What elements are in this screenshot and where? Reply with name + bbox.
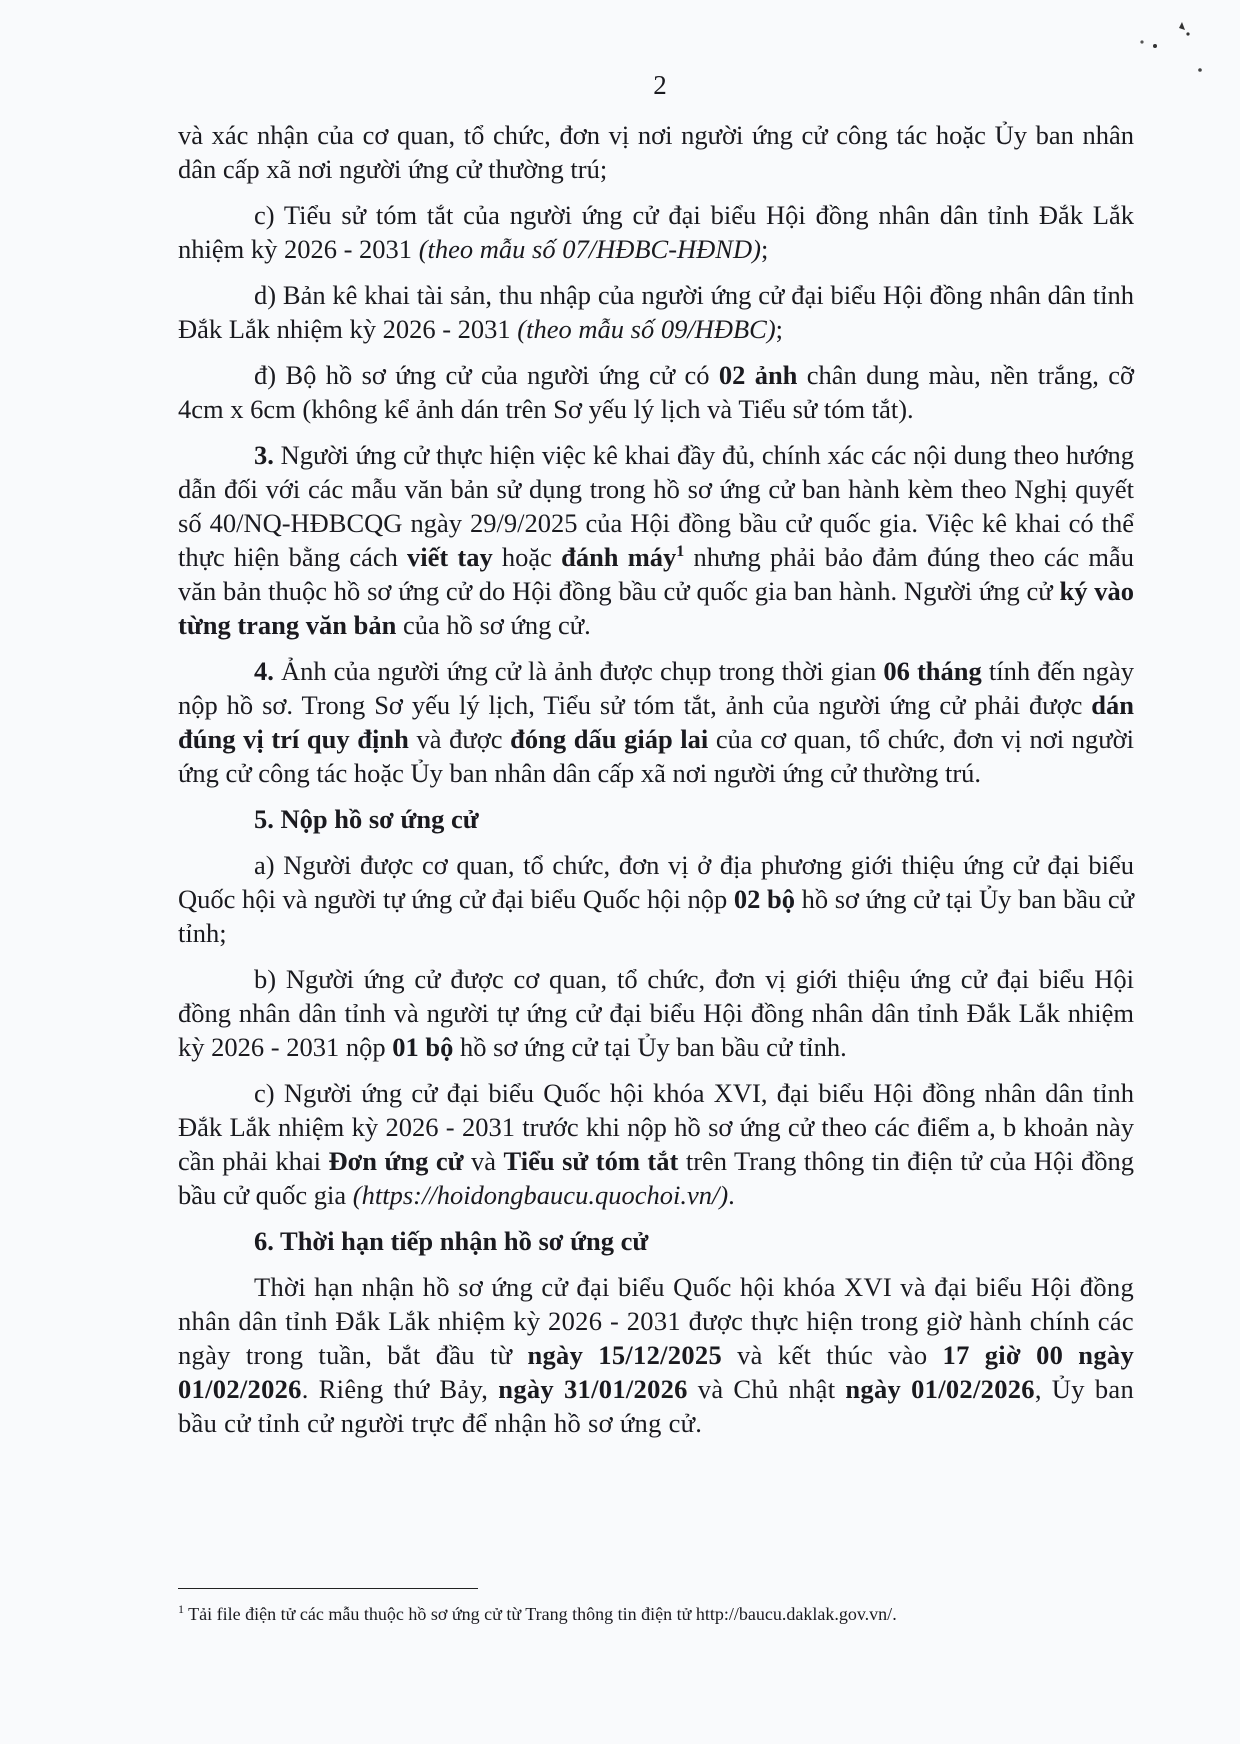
section-number: 3.: [254, 440, 274, 470]
website-link[interactable]: (https://hoidongbaucu.quochoi.vn/): [352, 1180, 729, 1210]
emphasis: 06 tháng: [883, 656, 982, 686]
paragraph-item-5b: b) Người ứng cử được cơ quan, tổ chức, đơn vị giới thiệu ứng cử đại biểu Hội đồng nhân dân tỉnh và người tự ứng cử đại biểu Hội đồng nhân dân tỉnh Đắk Lắk nhiệm kỳ 2026 - 2031 nộp 01 bộ hồ sơ ứng cử tại Ủy ban bầu cử tỉnh.: [178, 964, 1134, 1062]
form-reference: (theo mẫu số 09/HĐBC): [517, 314, 776, 344]
scan-artifact-marks: [1135, 20, 1235, 80]
paragraph-item-5a: a) Người được cơ quan, tổ chức, đơn vị ở địa phương giới thiệu ứng cử đại biểu Quốc hội và người tự ứng cử đại biểu Quốc hội nộp 02 bộ hồ sơ ứng cử tại Ủy ban bầu cử tỉnh;: [178, 850, 1134, 948]
paragraph-section-6: Thời hạn nhận hồ sơ ứng cử đại biểu Quốc hội khóa XVI và đại biểu Hội đồng nhân dân tỉnh Đắk Lắk nhiệm kỳ 2026 - 2031 được thực hiện trong giờ hành chính các ngày trong tuần, bắt đầu từ ngày 15/12/2025 và kết thúc vào 17 giờ 00 ngày 01/02/2026. Riêng thứ Bảy, ngày 31/01/2026 và Chủ nhật ngày 01/02/2026, Ủy ban bầu cử tỉnh cử người trực để nhận hồ sơ ứng cử.: [178, 1272, 1134, 1438]
emphasis: 17 giờ 00 ngày 01/02/2026: [178, 1340, 1134, 1404]
emphasis: 02 bộ: [733, 884, 795, 914]
paragraph-item-d: d) Bản kê khai tài sản, thu nhập của người ứng cử đại biểu Hội đồng nhân dân tỉnh Đắk Lắk nhiệm kỳ 2026 - 2031 (theo mẫu số 09/HĐBC);: [178, 280, 1134, 344]
form-reference: (theo mẫu số 07/HĐBC-HĐND): [418, 234, 761, 264]
emphasis: Tiểu sử tóm tắt: [503, 1146, 679, 1176]
page-number: 2: [653, 70, 667, 100]
paragraph-item-dd: đ) Bộ hồ sơ ứng cử của người ứng cử có 02 ảnh chân dung màu, nền trắng, cỡ 4cm x 6cm (không kể ảnh dán trên Sơ yếu lý lịch và Tiểu sử tóm tắt).: [178, 360, 1134, 424]
section-heading-6: 6. Thời hạn tiếp nhận hồ sơ ứng cử: [254, 1226, 649, 1256]
emphasis: đóng dấu giáp lai: [510, 724, 709, 754]
footnote-ref[interactable]: 1: [676, 543, 685, 561]
paragraph-item-c: c) Tiểu sử tóm tắt của người ứng cử đại biểu Hội đồng nhân dân tỉnh Đắk Lắk nhiệm kỳ 2026 - 2031 (theo mẫu số 07/HĐBC-HĐND);: [178, 200, 1134, 264]
document-body: [178, 118, 1134, 1452]
emphasis: 02 ảnh: [718, 360, 798, 390]
emphasis: ngày 01/02/2026: [845, 1374, 1035, 1404]
footnote-marker: 1: [178, 1602, 184, 1616]
section-heading-5: 5. Nộp hồ sơ ứng cử: [254, 804, 479, 834]
paragraph-section-3: 3. Người ứng cử thực hiện việc kê khai đầy đủ, chính xác các nội dung theo hướng dẫn đối với các mẫu văn bản sử dụng trong hồ sơ ứng cử ban hành kèm theo Nghị quyết số 40/NQ-HĐBCQG ngày 29/9/2025 của Hội đồng bầu cử quốc gia. Việc kê khai có thể thực hiện bằng cách viết tay hoặc đánh máy$^1$ nhưng phải bảo đảm đúng theo các mẫu văn bản thuộc hồ sơ ứng cử do Hội đồng bầu cử quốc gia ban hành. Người ứng cử ký vào từng trang văn bản của hồ sơ ứng cử.: [178, 440, 1134, 640]
footnote: [178, 1603, 1178, 1625]
emphasis: ngày 31/01/2026: [498, 1374, 688, 1404]
paragraph-item-5c: c) Người ứng cử đại biểu Quốc hội khóa XVI, đại biểu Hội đồng nhân dân tỉnh Đắk Lắk nhiệm kỳ 2026 - 2031 trước khi nộp hồ sơ ứng cử theo các điểm a, b khoản này cần phải khai Đơn ứng cử và Tiểu sử tóm tắt trên Trang thông tin điện tử của Hội đồng bầu cử quốc gia (https://hoidongbaucu.quochoi.vn/).: [178, 1078, 1134, 1210]
emphasis: viết tay: [407, 542, 493, 572]
emphasis: ngày 15/12/2025: [527, 1340, 722, 1370]
paragraph-section-4: 4. Ảnh của người ứng cử là ảnh được chụp trong thời gian 06 tháng tính đến ngày nộp hồ sơ. Trong Sơ yếu lý lịch, Tiểu sử tóm tắt, ảnh của người ứng cử phải được dán đúng vị trí quy định và được đóng dấu giáp lai của cơ quan, tổ chức, đơn vị nơi người ứng cử công tác hoặc Ủy ban nhân dân cấp xã nơi người ứng cử thường trú.: [178, 656, 1134, 788]
section-number: 4.: [254, 656, 274, 686]
emphasis: Đơn ứng cử: [328, 1146, 464, 1176]
emphasis: đánh máy: [561, 542, 677, 572]
paragraph-continuation: và xác nhận của cơ quan, tổ chức, đơn vị nơi người ứng cử công tác hoặc Ủy ban nhân dân cấp xã nơi người ứng cử thường trú;: [178, 120, 1134, 184]
footnote-divider: [178, 1588, 478, 1589]
emphasis: dán đúng vị trí quy định: [178, 690, 1134, 754]
footnote-text: Tải file điện tử các mẫu thuộc hồ sơ ứng cử từ Trang thông tin điện tử http://baucu.daklak.gov.vn/.: [184, 1604, 897, 1624]
emphasis: 01 bộ: [392, 1032, 454, 1062]
emphasis: ký vào từng trang văn bản: [178, 576, 1134, 640]
